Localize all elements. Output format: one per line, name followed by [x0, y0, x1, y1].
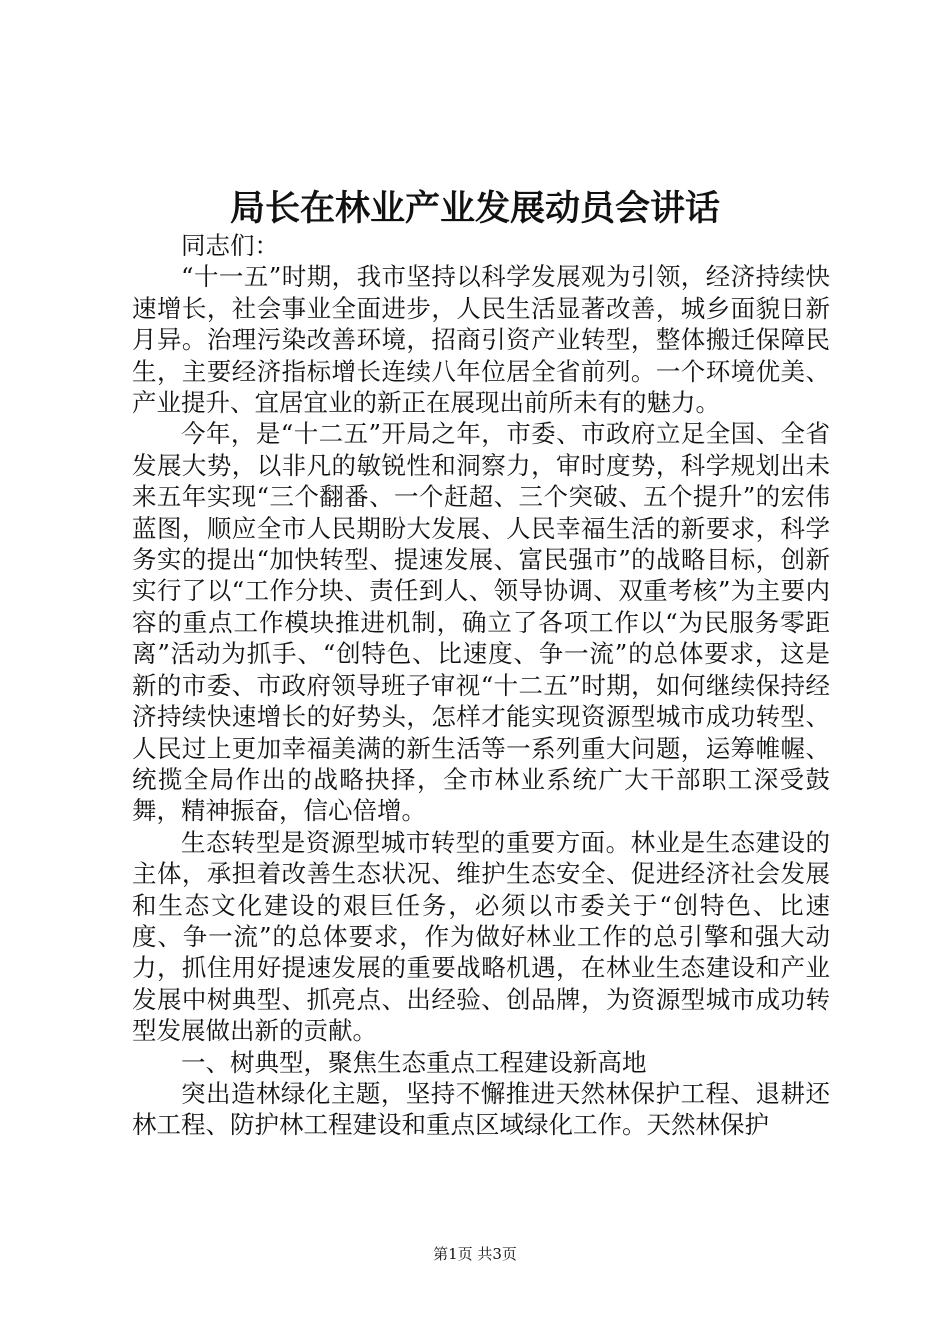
salutation-paragraph: 同志们： [181, 231, 279, 260]
page-footer: 第1页 共3页 [433, 1245, 517, 1263]
document-body [132, 230, 830, 1141]
body-paragraph: 今年，是“十二五”开局之年，市委、市政府立足全国、全省发展大势，以非凡的敏锐性和洞察力，审时度势，科学规划出未来五年实现“三个翻番、一个赶超、三个突破、五个提升”的宏伟蓝图，顺应全市人民期盼大发展、人民幸福生活的新要求，科学务实的提出“加快转型、提速发展、富民强市”的战略目标，创新实行了以“工作分块、责任到人、领导协调、双重考核”为主要内容的重点工作模块推进机制，确立了各项工作以“为民服务零距离”活动为抓手、“创特色、比速度、争一流”的总体要求，这是新的市委、市政府领导班子审视“十二五”时期，如何继续保持经济持续快速增长的好势头，怎样才能实现资源型城市成功转型、人民过上更加幸福美满的新生活等一系列重大问题，运筹帷幄、统揽全局作出的战略抉择，全市林业系统广大干部职工深受鼓舞，精神振奋，信心倍增。 [132, 419, 830, 826]
body-paragraph: 生态转型是资源型城市转型的重要方面。林业是生态建设的主体，承担着改善生态状况、维护生态安全、促进经济社会发展和生态文化建设的艰巨任务，必须以市委关于“创特色、比速度、争一流”的总体要求，作为做好林业工作的总引擎和强大动力，抓住用好提速发展的重要战略机遇，在林业生态建设和产业发展中树典型、抓亮点、出经验、创品牌，为资源型城市成功转型发展做出新的贡献。 [132, 827, 830, 1046]
body-paragraph: 突出造林绿化主题，坚持不懈推进天然林保护工程、退耕还林工程、防护林工程建设和重点区域绿化工作。天然林保护 [132, 1078, 830, 1140]
document-title: 局长在林业产业发展动员会讲话 [229, 188, 720, 229]
body-paragraph: “十一五”时期，我市坚持以科学发展观为引领，经济持续快速增长，社会事业全面进步，人民生活显著改善，城乡面貌日新月异。治理污染改善环境，招商引资产业转型，整体搬迁保障民生，主要经济指标增长连续八年位居全省前列。一个环境优美、产业提升、宜居宜业的新正在展现出前所未有的魅力。 [132, 262, 830, 418]
section-heading: 一、树典型，聚焦生态重点工程建设新高地 [181, 1047, 647, 1077]
